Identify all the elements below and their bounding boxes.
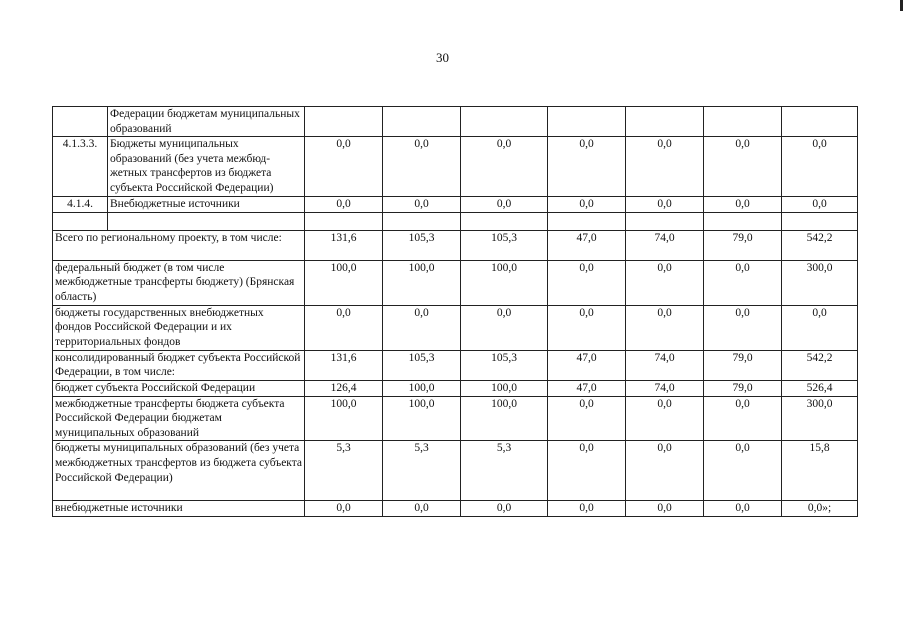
value-cell: 0,0 xyxy=(305,137,383,197)
value-cell: 0,0 xyxy=(461,305,548,350)
table-row xyxy=(53,107,858,137)
value-cell: 126,4 xyxy=(305,380,383,396)
value-cell: 0,0 xyxy=(548,501,626,517)
row-code xyxy=(53,107,108,137)
value-cell: 0,0 xyxy=(626,137,704,197)
value-cell: 0,0 xyxy=(704,501,782,517)
empty-cell xyxy=(53,212,108,230)
value-cell: 0,0»; xyxy=(782,501,858,517)
value-cell: 542,2 xyxy=(782,230,858,260)
value-cell: 0,0 xyxy=(704,260,782,305)
value-cell: 0,0 xyxy=(782,305,858,350)
empty-cell xyxy=(626,212,704,230)
row-label: внебюджетные источники xyxy=(53,501,305,517)
value-cell: 131,6 xyxy=(305,350,383,380)
table-row xyxy=(53,501,858,517)
row-label: бюджет субъекта Российской Федерации xyxy=(53,380,305,396)
value-cell xyxy=(782,107,858,137)
value-cell: 0,0 xyxy=(548,137,626,197)
page-number: 30 xyxy=(436,50,449,65)
table-body xyxy=(53,107,858,517)
empty-cell xyxy=(461,212,548,230)
value-cell: 105,3 xyxy=(383,230,461,260)
value-cell: 74,0 xyxy=(626,380,704,396)
value-cell: 47,0 xyxy=(548,230,626,260)
value-cell: 526,4 xyxy=(782,380,858,396)
row-label: Федерации бюджетам муниципальных образований xyxy=(108,107,305,137)
value-cell: 100,0 xyxy=(461,396,548,441)
row-label: федеральный бюджет (в том числе межбюджетные трансферты бюджету) (Брянская область) xyxy=(53,260,305,305)
value-cell: 100,0 xyxy=(383,260,461,305)
table-row xyxy=(53,212,858,230)
value-cell: 0,0 xyxy=(548,441,626,501)
row-label: Внебюджетные источники xyxy=(108,197,305,213)
value-cell xyxy=(383,107,461,137)
value-cell: 5,3 xyxy=(305,441,383,501)
table-row xyxy=(53,137,858,197)
value-cell: 0,0 xyxy=(626,305,704,350)
value-cell: 0,0 xyxy=(626,501,704,517)
value-cell: 300,0 xyxy=(782,396,858,441)
value-cell: 0,0 xyxy=(383,501,461,517)
value-cell: 0,0 xyxy=(383,197,461,213)
value-cell: 0,0 xyxy=(626,197,704,213)
table-row xyxy=(53,380,858,396)
value-cell: 100,0 xyxy=(461,380,548,396)
value-cell: 0,0 xyxy=(782,137,858,197)
value-cell: 47,0 xyxy=(548,380,626,396)
value-cell: 0,0 xyxy=(626,396,704,441)
row-label: бюджеты муниципальных образований (без учета межбюджетных трансфертов из бюджета субъекта Российской Федерации) xyxy=(53,441,305,501)
row-label: бюджеты государственных внебюджетных фондов Российской Федерации и их территориальных фондов xyxy=(53,305,305,350)
value-cell xyxy=(704,107,782,137)
value-cell: 5,3 xyxy=(461,441,548,501)
value-cell: 0,0 xyxy=(548,305,626,350)
value-cell: 0,0 xyxy=(704,305,782,350)
empty-cell xyxy=(782,212,858,230)
value-cell: 0,0 xyxy=(704,197,782,213)
row-code: 4.1.3.3. xyxy=(53,137,108,197)
value-cell: 0,0 xyxy=(305,501,383,517)
value-cell: 100,0 xyxy=(461,260,548,305)
value-cell: 0,0 xyxy=(383,137,461,197)
value-cell: 0,0 xyxy=(704,441,782,501)
value-cell: 79,0 xyxy=(704,230,782,260)
empty-cell xyxy=(383,212,461,230)
value-cell: 300,0 xyxy=(782,260,858,305)
value-cell: 0,0 xyxy=(461,501,548,517)
value-cell xyxy=(548,107,626,137)
row-label: консолидированный бюджет субъекта Российской Федерации, в том числе: xyxy=(53,350,305,380)
value-cell: 100,0 xyxy=(383,396,461,441)
value-cell: 0,0 xyxy=(782,197,858,213)
value-cell xyxy=(305,107,383,137)
value-cell: 0,0 xyxy=(548,197,626,213)
value-cell: 100,0 xyxy=(305,396,383,441)
value-cell: 105,3 xyxy=(383,350,461,380)
value-cell: 74,0 xyxy=(626,230,704,260)
value-cell: 0,0 xyxy=(305,305,383,350)
value-cell: 15,8 xyxy=(782,441,858,501)
value-cell: 5,3 xyxy=(383,441,461,501)
scan-edge-mark xyxy=(900,0,903,11)
value-cell: 105,3 xyxy=(461,350,548,380)
table-row xyxy=(53,260,858,305)
empty-cell xyxy=(108,212,305,230)
row-label: Всего по региональному проекту, в том числе: xyxy=(53,230,305,260)
row-label: Бюджеты муниципальных образований (без учета межбюд-жетных трансфертов из бюджета субъекта Российской Федерации) xyxy=(108,137,305,197)
value-cell: 100,0 xyxy=(383,380,461,396)
row-label: межбюджетные трансферты бюджета субъекта Российской Федерации бюджетам муниципальных образований xyxy=(53,396,305,441)
value-cell: 0,0 xyxy=(461,137,548,197)
table-row xyxy=(53,441,858,501)
value-cell: 0,0 xyxy=(704,137,782,197)
table-row xyxy=(53,350,858,380)
value-cell: 79,0 xyxy=(704,350,782,380)
row-code: 4.1.4. xyxy=(53,197,108,213)
value-cell: 0,0 xyxy=(704,396,782,441)
value-cell: 105,3 xyxy=(461,230,548,260)
value-cell: 0,0 xyxy=(305,197,383,213)
value-cell: 0,0 xyxy=(461,197,548,213)
value-cell xyxy=(461,107,548,137)
empty-cell xyxy=(305,212,383,230)
value-cell: 0,0 xyxy=(548,396,626,441)
value-cell: 131,6 xyxy=(305,230,383,260)
table-row xyxy=(53,230,858,260)
value-cell: 0,0 xyxy=(626,260,704,305)
value-cell: 542,2 xyxy=(782,350,858,380)
table-row xyxy=(53,305,858,350)
value-cell: 0,0 xyxy=(383,305,461,350)
table-row xyxy=(53,396,858,441)
value-cell: 47,0 xyxy=(548,350,626,380)
table-row xyxy=(53,197,858,213)
value-cell xyxy=(626,107,704,137)
empty-cell xyxy=(548,212,626,230)
value-cell: 79,0 xyxy=(704,380,782,396)
value-cell: 0,0 xyxy=(626,441,704,501)
value-cell: 74,0 xyxy=(626,350,704,380)
budget-table xyxy=(52,106,858,517)
empty-cell xyxy=(704,212,782,230)
value-cell: 100,0 xyxy=(305,260,383,305)
value-cell: 0,0 xyxy=(548,260,626,305)
